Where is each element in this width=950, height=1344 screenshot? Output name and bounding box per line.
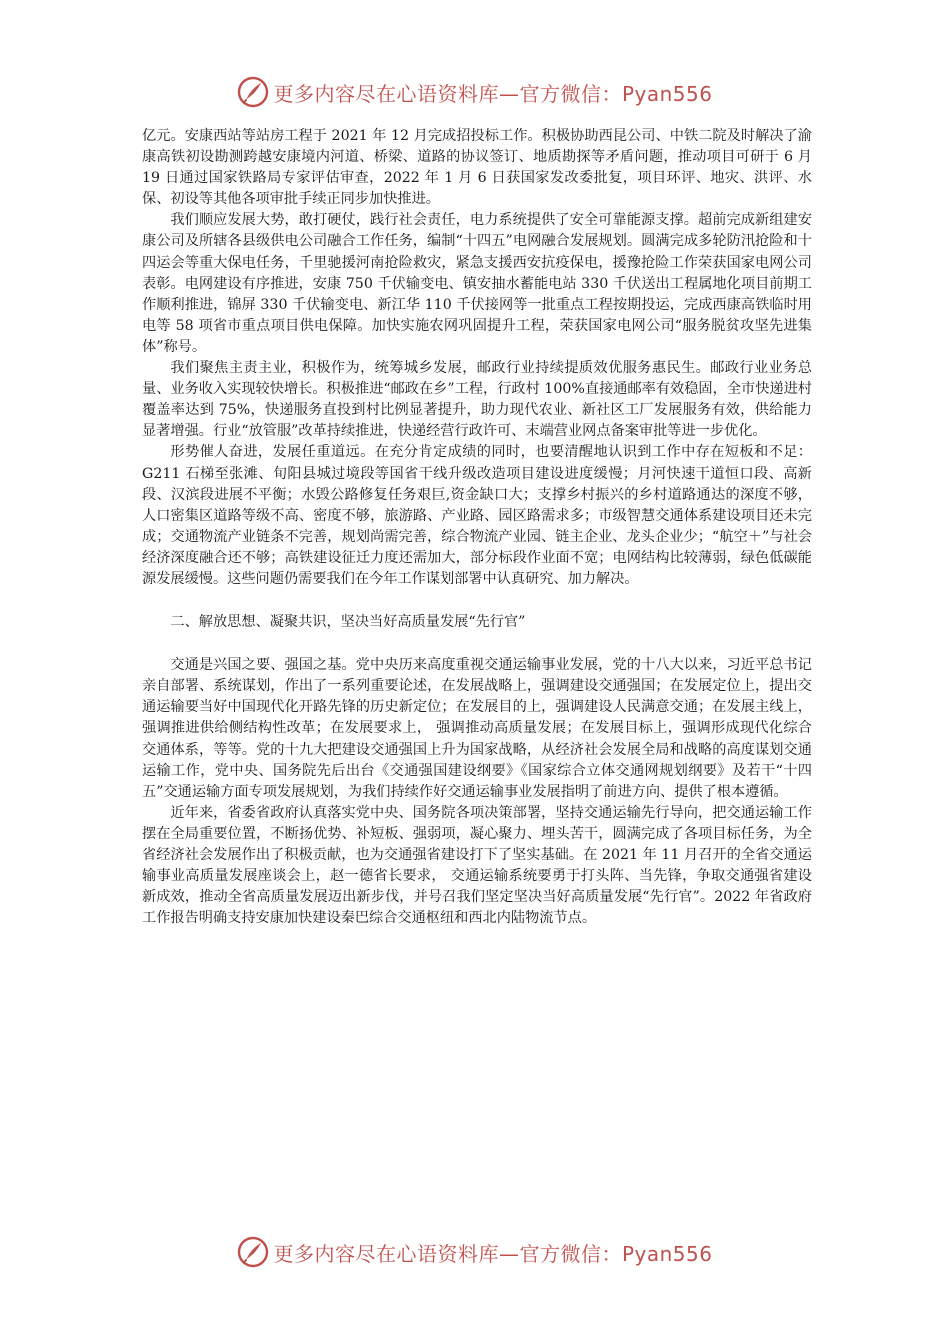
paragraph-shortcomings: 形势催人奋进，发展任重道远。在充分肯定成绩的同时，也要清醒地认识到工作中存在短板和不足：G211 石梯至张滩、旬阳县城过境段等国省干线升级改造项目建设进度缓慢；月河快速干道恒口段、高新段、汉滨段进展不平衡；水毁公路修复任务艰巨,资金缺口大；支撑乡村振兴的乡村道路通达的深度不够，人口密集区道路等级不高、密度不够，旅游路、产业路、园区路需求多；市级智慧交通体系建设项目还未完成；交通物流产业链条不完善，规划尚需完善，综合物流产业园、链主企业、龙头企业少；“航空＋”与社会经济深度融合还不够；高铁建设征迁力度还需加大，部分标段作业面不宽；电网结构比较薄弱，绿色低碳能源发展缓慢。这些问题仍需要我们在今年工作谋划部署中认真研究、加力解决。	[142, 444, 812, 587]
paragraph-transport-strategy: 交通是兴国之要、强国之基。党中央历来高度重视交通运输事业发展，党的十八大以来，习近平总书记亲自部署、系统谋划，作出了一系列重要论述，在发展战略上，强调建设交通强国；在发展定位上，提出交通运输要当好中国现代化开路先锋的历史新定位；在发展目的上，强调建设人民满意交通；在发展主线上，强调推进供给侧结构性改革；在发展要求上， 强调推动高质量发展；在发展目标上，强调形成现代化综合交通体系，等等。党的十九大把建设交通强国上升为国家战略，从经济社会发展全局和战略的高度谋划交通运输工作，党中央、国务院先后出台《交通强国建设纲要》《国家综合立体交通网规划纲要》及若干“十四五”交通运输方面专项发展规划，为我们持续作好交通运输事业发展指明了前进方向、提供了根本遵循。	[142, 657, 812, 800]
paragraph-railway: 亿元。安康西站等站房工程于 2021 年 12 月完成招投标工作。积极协助西昆公司、中铁二院及时解决了渝康高铁初设勘测跨越安康境内河道、桥梁、道路的协议签订、地质勘探等矛盾问题，推动项目可研于 6 月 19 日通过国家铁路局专家评估审查，2022 年 1 月 6 日获国家发改委批复，项目环评、地灾、洪评、水保、初设等其他各项审批手续正同步加快推进。	[142, 128, 812, 208]
footer-watermark-banner	[0, 1232, 950, 1272]
quill-logo-icon	[237, 76, 269, 108]
watermark-text: 更多内容尽在心语资料库—官方微信：Pyan556	[273, 1241, 713, 1266]
header-watermark-banner	[0, 72, 950, 112]
quill-logo-icon	[237, 1236, 269, 1268]
paragraph-provincial-efforts: 近年来，省委省政府认真落实党中央、国务院各项决策部署，坚持交通运输先行导向，把交通运输工作摆在全局重要位置，不断扬优势、补短板、强弱项，凝心聚力、埋头苦干，圆满完成了各项目标任务，为全省经济社会发展作出了积极贡献，也为交通强省建设打下了坚实基础。在 2021 年 11 月召开的全省交通运输事业高质量发展座谈会上，赵一德省长要求， 交通运输系统要勇于打头阵、当先锋，争取交通强省建设新成效，推动全省高质量发展迈出新步伐，并号召我们坚定坚决当好高质量发展“先行官”。2022 年省政府工作报告明确支持安康加快建设秦巴综合交通枢纽和西北内陆物流节点。	[142, 804, 812, 927]
paragraph-postal: 我们聚焦主责主业，积极作为，统筹城乡发展，邮政行业持续提质效优服务惠民生。邮政行业业务总量、业务收入实现较快增长。积极推进“邮政在乡”工程，行政村 100%直接通邮率有效稳固，全市快递进村覆盖率达到 75%，快递服务直投到村比例显著提升，助力现代农业、新社区工厂发展服务有效，供给能力显著增强。行业“放管服”改革持续推进，快递经营行政许可、末端营业网点备案审批等进一步优化。	[142, 360, 812, 440]
paragraph-power: 我们顺应发展大势，敢打硬仗，践行社会责任，电力系统提供了安全可靠能源支撑。超前完成新组建安康公司及所辖各县级供电公司融合工作任务，编制“十四五”电网融合发展规划。圆满完成多轮防汛抢险和十四运会等重大保电任务，千里驰援河南抢险救灾，紧急支援西安抗疫保电，援豫抢险工作荣获国家电网公司表彰。电网建设有序推进，安康 750 千伏输变电、镇安抽水蓄能电站 330 千伏送出工程属地化项目前期工作顺利推进，锦屏 330 千伏输变电、新江华 110 千伏接网等一批重点工程按期投运，完成西康高铁临时用电等 58 项省市重点项目供电保障。加快实施农网巩固提升工程，荣获国家电网公司“服务脱贫攻坚先进集体”称号。	[142, 212, 812, 355]
section-heading: 二、解放思想、凝聚共识，坚决当好高质量发展“先行官”	[170, 614, 526, 631]
watermark-text: 更多内容尽在心语资料库—官方微信：Pyan556	[273, 81, 713, 106]
document-body	[142, 126, 812, 929]
